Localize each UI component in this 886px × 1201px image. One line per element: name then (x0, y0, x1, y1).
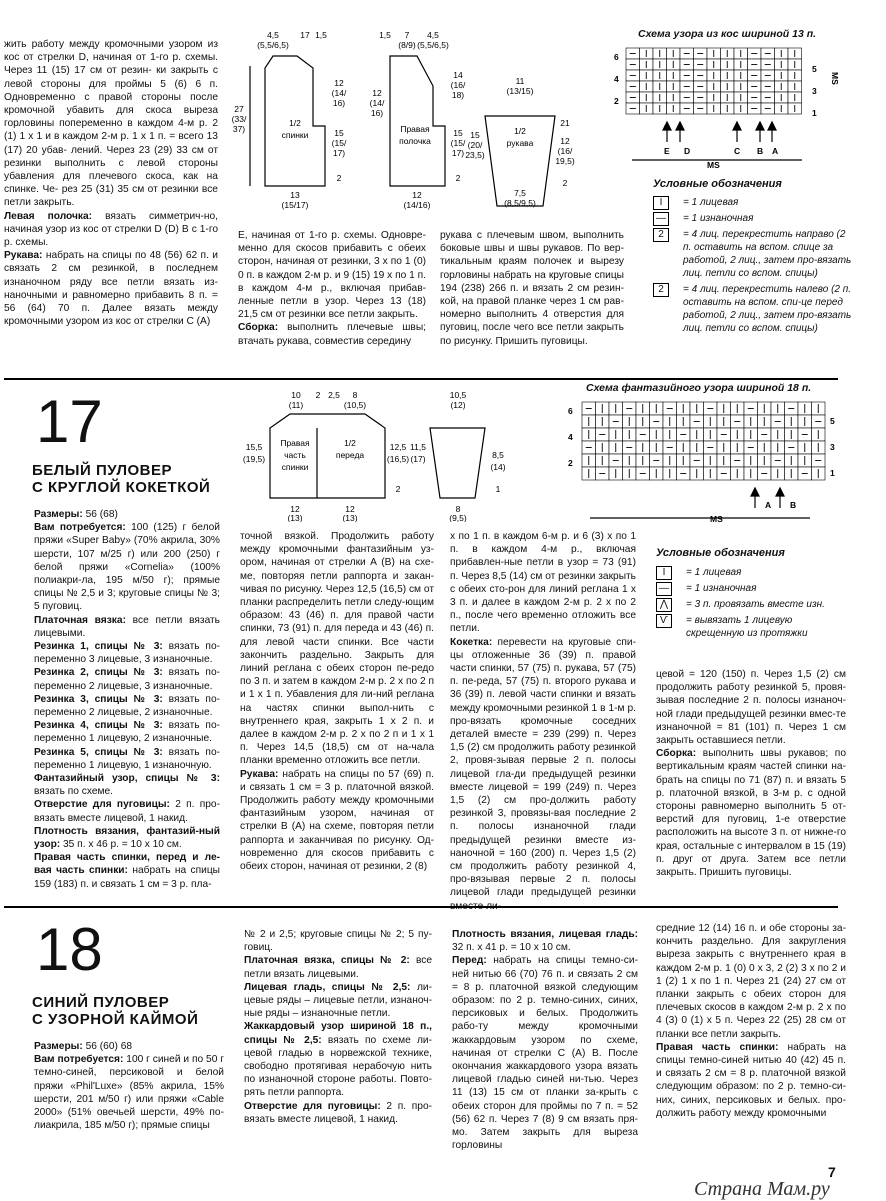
svg-text:15,5: 15,5 (245, 442, 263, 452)
svg-text:(14/: (14/ (331, 88, 347, 98)
paragraph-text: вязать по-переменно 1 лицевую, 2 изнаночные. (34, 720, 220, 745)
section17-legend-title: Условные обозначения (656, 547, 785, 559)
paragraph-text: все петли вязать лицевыми. (244, 955, 433, 980)
svg-text:10,5: 10,5 (449, 390, 467, 400)
col1-top (4, 38, 218, 328)
svg-text:MS: MS (710, 514, 723, 524)
cable-left-symbol-icon: 2 (653, 283, 669, 297)
paragraph-text: все петли вязать лицевыми. (34, 614, 220, 639)
col2-top (238, 229, 426, 348)
svg-text:1/2: 1/2 (344, 438, 356, 448)
svg-text:7,5: 7,5 (514, 188, 526, 198)
decrease-symbol-icon: ⋀ (656, 598, 672, 612)
section17-col1 (34, 508, 220, 891)
svg-text:1,5: 1,5 (379, 30, 391, 40)
paragraph-text: вязать по-переменно 3 лицевые, 3 изнаночные. (34, 641, 220, 666)
svg-text:(15/: (15/ (450, 138, 466, 148)
svg-text:1: 1 (495, 484, 501, 494)
section17-diagram (240, 388, 510, 522)
section17-legend (656, 566, 846, 643)
svg-text:14: 14 (453, 70, 463, 80)
paragraph-text: набрать на спицы 159 (183) п. и связать 1 см = 3 р. пла- (34, 865, 220, 890)
paragraph (34, 798, 220, 824)
svg-text:(15/17): (15/17) (281, 200, 309, 210)
svg-text:5: 5 (812, 64, 817, 74)
paragraph-lead: Плотность вязания, фантазий-ный узор: (34, 825, 220, 851)
svg-text:7: 7 (404, 30, 410, 40)
svg-text:(16/: (16/ (450, 80, 466, 90)
pattern13-legend-title: Условные обозначения (653, 178, 782, 190)
paragraph (452, 928, 638, 954)
svg-text:A: A (772, 146, 779, 156)
col1-top-p2: Левая полочка: вязать симметрич-но, начиная узор из кос от стрелки D (D) B с 1-го р. схемы. (4, 210, 218, 249)
svg-text:(8,5/9,5): (8,5/9,5) (504, 198, 536, 208)
paragraph-lead: Правая часть спинки, перед и ле-вая часть спинки: (34, 852, 220, 877)
paragraph (34, 521, 220, 613)
svg-text:15: 15 (334, 128, 344, 138)
svg-text:(17): (17) (410, 454, 426, 464)
section18-col4-p1: средние 12 (14) 16 п. и обе стороны за-кончить раздельно. Для закругления выреза закрыть с внутреннего края в каждом 2-м р. 1 (0) 0 х 3, 2 (2) 3 х по 2 и 1 (2) 1 х по 1 п. Через 21 (24) 27 см от планки закрыть с обеих сторон для плечевых скосов в каждом 2-м р. 2 х по 4 (3) 0 (1) х 5 п. Через 22 (25) 28 см от планки все петли закрыть. (656, 923, 846, 1040)
knit-symbol-icon: I (653, 196, 669, 210)
section18-col3 (452, 928, 638, 1152)
paragraph-text: вязать по схеме. (34, 786, 113, 798)
svg-text:2: 2 (336, 173, 342, 183)
col1-top-line: схемы. Через 11 (15) 17 см от резин- (4, 52, 218, 77)
svg-text:(8/9): (8/9) (398, 40, 416, 50)
col1-top-line: 5 (6) 6 п. Одновременно с правой (4, 78, 218, 103)
svg-text:27: 27 (234, 104, 244, 114)
svg-text:10: 10 (291, 390, 301, 400)
paragraph-lead: Размеры: (34, 509, 83, 520)
svg-text:1/2: 1/2 (289, 118, 301, 128)
legend-item: — = 1 изнаночная (653, 212, 853, 225)
page-number: 7 (828, 1164, 836, 1180)
paragraph-text: № 2 и 2,5; круговые спицы № 2; 5 пу-говиц. (244, 929, 432, 954)
svg-text:2: 2 (315, 390, 321, 400)
paragraph-lead: Лицевая гладь, спицы № 2,5: (244, 981, 411, 993)
paragraph (34, 851, 220, 891)
svg-text:рукава: рукава (506, 138, 534, 148)
svg-text:(13): (13) (342, 513, 358, 522)
svg-text:Правая: Правая (280, 438, 310, 448)
section17-col3-p1: х по 1 п. в каждом 6-м р. и 6 (3) х по 1 п. в каждом 4-м р., включая прибавлен-ные петли в узор = 73 (91) п. Через 8,5 (14) см от резинки закрыть с обеих сто-рон для линий реглана 1 х 3 п. и далее в каждом 2-м р. 2 х по 2 п., после чего временно отложить все петли. (450, 531, 636, 635)
cable-right-symbol-icon: 2 (653, 228, 669, 242)
svg-text:13: 13 (290, 190, 300, 200)
svg-text:3: 3 (812, 86, 817, 96)
paragraph (34, 693, 220, 719)
svg-text:C: C (734, 146, 741, 156)
svg-text:полочка: полочка (399, 136, 431, 146)
paragraph (34, 1040, 224, 1053)
svg-text:12: 12 (412, 190, 422, 200)
svg-text:12: 12 (290, 504, 300, 514)
section17-col4-p2: Сборка: выполнить швы рукавов; по вертикальным краям частей спинки на-брать на спицы по 71 (87) п. и вязать 5 р. платочной вязкой, в 3-м р. с одной стороны равномерно выполнить 5 от-верстий для пуговиц, 1-е отверстие расположить на высоте 3 п. от нижне-го края, остальные с интервалом в 15 (19) п. друг от друга. Затем все петли закрыть. Пришить пуговицы. (656, 748, 846, 879)
section17-number: 17 (36, 388, 103, 455)
svg-text:18): 18) (451, 90, 465, 100)
svg-text:(13/15): (13/15) (506, 86, 534, 96)
section17-col3 (450, 530, 636, 913)
paragraph-text: 32 п. х 41 р. = 10 х 10 см. (452, 942, 571, 954)
col2-top-p1: Е, начиная от 1-го р. схемы. Одновре-менно для скосов прибавить с обеих сторон, начиная от резинки, 3 х по 1 (0) 0 п. в каждом 2-м р. и 9 (15) 19 х по 1 п. в каждом 4-м р., включая прибав-ленные петли в узор. Через 13 (18) 21,5 см от резинки все петли закрыть. (238, 230, 426, 321)
col1-top-line: выполнить с левой стороны убавления (4, 157, 218, 183)
svg-text:E: E (664, 146, 670, 156)
section18-col1 (34, 1040, 224, 1132)
svg-text:17: 17 (300, 30, 310, 40)
paragraph-lead: Отверстие для пуговицы: (244, 1100, 381, 1112)
col1-top-line: лений. Через 23 (29) 33 см от резинки (4, 144, 218, 169)
svg-text:(14/16): (14/16) (403, 200, 431, 210)
section17-col3-p2: Кокетка: перевести на круговые спи-цы отложенные 36 (39) п. правой части спинки, 57 (75) п. рукава, 57 (75) п. пе-реда, 57 (75) п. второго рукава и 36 (39) п. левой части спинки и вязать между кромочными резинкой 1 в 1-м р. про-вязать кромочные соседних деталей вместе = 239 (299) п. Через 1,5 (2) см продолжить работу резинкой 2, провя-зывая первые 2 п. полосы лицевой гла-ди предыдущей резинки вместе лицевой = 199 (249) п. Через 1,5 (2) см про-должить работу резинкой 3, провязы-вая последние 2 п. полосы изнаночной глади предыдущей резинки вместе из-наночной = 160 (200) п. Через 1,5 (2) см продолжить работу резинкой 4, про-вязывая первые 2 п. полосы лицевой глади предыдущей резинки (450, 636, 636, 899)
svg-text:4,5: 4,5 (427, 30, 439, 40)
svg-text:12: 12 (345, 504, 355, 514)
paragraph-text: 56 (68) (82, 509, 118, 520)
pattern13-chart (612, 42, 844, 172)
paragraph-lead: Фантазийный узор, спицы № 3: (34, 773, 220, 785)
svg-text:(19,5): (19,5) (242, 454, 266, 464)
svg-text:D: D (684, 146, 691, 156)
paragraph-text: 56 (60) 68 (82, 1041, 133, 1052)
svg-text:12: 12 (560, 136, 570, 146)
paragraph-text: 35 п. х 46 р. = 10 х 10 см. (60, 839, 182, 851)
svg-text:11,5: 11,5 (410, 442, 426, 452)
svg-text:2,5: 2,5 (328, 390, 340, 400)
svg-text:2: 2 (455, 173, 461, 183)
svg-text:спинки: спинки (281, 130, 309, 140)
section18-title-line1: СИНИЙ ПУЛОВЕР (32, 994, 170, 1011)
svg-text:(16/: (16/ (557, 146, 573, 156)
svg-text:A: A (765, 500, 772, 510)
paragraph (244, 954, 432, 980)
top-pattern-diagrams (225, 26, 585, 216)
svg-text:8: 8 (455, 504, 461, 514)
pattern13-legend (653, 196, 853, 338)
section17-col4 (656, 668, 846, 879)
svg-text:3: 3 (830, 442, 835, 452)
legend-item: 2 = 4 лиц. перекрестить направо (2 п. оставить на вспом. спице за работой, 2 лиц., затем про-вязать лиц. петли со вспом. спицы) (653, 228, 853, 280)
paragraph (34, 614, 220, 640)
twisted-stitch-symbol-icon: Ѵ (656, 614, 672, 628)
paragraph-text: набрать на спицы темно-си-ней нитью 66 (70) 76 п. и связать 2 см = 8 р. платочной вязкой следующим образом: по 2 р. темно-синих, синих, персиковых и белых. Продолжить рабо-ту между кромочными жаккардовым узором по схеме, начиная от стрелки С (А) В. После окончания жаккардового узора вязать лицевой гладью синей ни-тью. Через 11 (13) 15 см от планки за-крыть с обеих сторон для проймы по 7 п. = 52 (56) 62 п. Через 7 (8) 9 см вязать пря-мо. Затем закрыть для выреза горловины (452, 955, 638, 1152)
section17-schema-title: Схема фантазийного узора шириной 18 п. (586, 382, 812, 394)
paragraph (34, 719, 220, 745)
paragraph-lead: Вам потребуется: (34, 1054, 124, 1066)
col1-top-line: скоса выреза горловины попеременно (4, 105, 218, 130)
svg-text:1: 1 (830, 468, 835, 478)
svg-text:19,5): 19,5) (555, 156, 575, 166)
section18-col4-p2: Правая часть спинки: набрать на спицы темно-синей нитью 40 (42) 45 п. и связать 2 см = 8 р. платочной вязкой следующим образом: по 2 р. темно-си-них, синих, персиковых и белых. про-должить работу между кромочными (656, 1041, 846, 1119)
legend-item: I = 1 лицевая (656, 566, 846, 579)
legend-item: I = 1 лицевая (653, 196, 853, 209)
section17-col4-p1: цевой = 120 (150) п. Через 1,5 (2) см продолжить работу резинкой 5, провя-зывая последние 2 п. полосы изнаноч-ной глади предыдущей резинки вмес-те изнаночной = 81 (101) п. Через 1 см закрыть оставшиеся петли. (656, 669, 846, 747)
svg-text:(13): (13) (287, 513, 303, 522)
paragraph-text: вязать по-переменно 2 лицевые, 2 изнаночные. (34, 693, 220, 719)
svg-text:(12): (12) (450, 400, 466, 410)
svg-text:4: 4 (614, 74, 619, 84)
paragraph (34, 746, 220, 772)
svg-text:B: B (790, 500, 797, 510)
watermark-logo: Страна Мам.ру (694, 1178, 830, 1200)
col1-top-p1 (4, 38, 218, 210)
paragraph-text: ли-цевые ряды – лицевые петли, изнаноч-ные ряды – изнаночные петли. (244, 981, 432, 1020)
paragraph (244, 928, 432, 954)
paragraph-lead: Размеры: (34, 1041, 83, 1052)
paragraph-lead: Отверстие для пуговицы: (34, 799, 170, 811)
paragraph (34, 666, 220, 692)
legend-item: Ѵ = вывязать 1 лицевую скрещенную из протяжки (656, 614, 846, 640)
svg-text:Правая: Правая (400, 124, 430, 134)
svg-text:спинки: спинки (281, 462, 309, 472)
col1-top-line: из кос от стрелки D, начиная от 1-го р. (4, 39, 218, 64)
section17-title-line1: БЕЛЫЙ ПУЛОВЕР (32, 462, 173, 479)
svg-text:15: 15 (470, 130, 480, 140)
paragraph (34, 825, 220, 851)
col3-top (440, 229, 624, 348)
svg-text:16): 16) (370, 108, 384, 118)
paragraph-text: вязать по-переменно 2 лицевые, 3 изнаночные. (34, 667, 220, 692)
section17-col2 (240, 530, 434, 873)
paragraph-lead: Платочная вязка, спицы № 2: (244, 955, 410, 967)
paragraph (34, 772, 220, 798)
col1-top-line: ки закрыть с левой стороны для проймы (4, 65, 218, 90)
svg-text:5: 5 (830, 416, 835, 426)
purl-symbol-icon: — (656, 582, 672, 596)
paragraph-text: 100 г синей и по 50 г темно-синей, персиковой и белой пряжи «Phil'Luxe» (85% акрила, 15% шерсти, 201 м/50 г) или пряжи «Cable 2000» (51% овечьей шерсти, 49% по-лиакрила, 185 м/50 г); прямые спицы (34, 1054, 224, 1132)
section18-number: 18 (36, 916, 103, 983)
paragraph-lead: Платочная вязка: (34, 614, 126, 626)
svg-text:(14): (14) (490, 462, 506, 472)
svg-text:37): 37) (232, 124, 246, 134)
svg-text:(9,5): (9,5) (449, 513, 467, 522)
svg-text:2: 2 (568, 458, 573, 468)
section-divider (4, 378, 838, 380)
section17-schema-chart (560, 396, 850, 530)
svg-text:21: 21 (560, 118, 570, 128)
col3-top-p1: рукава с плечевым швом, выполнить боковые швы и швы рукавов. По вер-тикальным краям полочек и вырезу горловины набрать на круговые спицы 194 (238) 266 п. и вязать 2 см резин-кой, на правой планке через 1 см рав-номерно выполнить 4 отверстия для пуговиц, после чего все петли закрыть по рисунку. Пришить пуговицы. (440, 230, 624, 347)
svg-text:6: 6 (614, 52, 619, 62)
paragraph (244, 1020, 432, 1099)
section17-col2-p1: точной вязкой. Продолжить работу между кромочными фантазийным уз-ором, начиная от стрелки А (В) на схе-ме, повторяя петли раппорта и закан-чивая по рисунку. Через 12,5 (16,5) см от планки распределить петли следу-ющим образом: 43 (46) п. для правой части спинки, 73 (91) п. для переда и 43 (46) п. для левой части спинки. Все части закончить раздельно. Закрыть для линий реглана с обеих сторон пе-редо по 3 п. и затем в каждом 2-м р. 2 х по 2 п и 1 х 1 п. Убавления для ли-ний реглана на частях спинки выпол-нить с внутреннего края, закрыть 1 х 2 п. и далее в каждом 2-м р. 2 х по 2 п и 1 х 1 п. Через 14,5 (18,5) см от на-чала планки временно отложить все петли. (240, 531, 434, 767)
svg-text:23,5): 23,5) (465, 150, 485, 160)
paragraph-text: вязать по-переменно 1 лицевую, 1 изнаночную. (34, 746, 220, 771)
svg-text:4,5: 4,5 (267, 30, 279, 40)
svg-text:8: 8 (352, 390, 358, 400)
svg-text:1: 1 (812, 108, 817, 118)
svg-text:переда: переда (335, 450, 365, 460)
paragraph-lead: Резинка 5, спицы № 3: (34, 746, 163, 758)
svg-text:6: 6 (568, 406, 573, 416)
svg-text:12: 12 (372, 88, 382, 98)
section18-title-line2: С УЗОРНОЙ КАЙМОЙ (32, 1011, 199, 1028)
svg-text:(20/: (20/ (467, 140, 483, 150)
svg-text:17): 17) (451, 148, 465, 158)
paragraph-lead: Перед: (452, 955, 487, 967)
paragraph-lead: Вам потребуется: (34, 522, 126, 534)
paragraph (452, 954, 638, 1152)
svg-text:(5,5/6,5): (5,5/6,5) (257, 40, 289, 50)
svg-text:12: 12 (334, 78, 344, 88)
paragraph-text: 2 п. про-вязать вместе лицевой, 1 накид. (244, 1100, 433, 1125)
svg-text:MS: MS (830, 72, 840, 85)
paragraph (34, 640, 220, 666)
svg-text:(5,5/6,5): (5,5/6,5) (417, 40, 449, 50)
section17-title-line2: С КРУГЛОЙ КОКЕТКОЙ (32, 479, 211, 496)
svg-text:17): 17) (332, 148, 346, 158)
svg-text:(10,5): (10,5) (343, 400, 367, 410)
svg-text:часть: часть (284, 450, 306, 460)
legend-item: — = 1 изнаночная (656, 582, 846, 595)
svg-text:(11): (11) (288, 400, 304, 410)
paragraph-text: 100 (125) г белой пряжи «Super Baby» (70% акрила, 30% шерсти, 107 м/25 г) или 200 (250) г белой пряжи «Cornelia» (100% полиакри-ла, 195 м/50 г); прямые спицы № 2,5 и 3; круговые спицы № 3; 5 пуговиц. (34, 522, 220, 613)
svg-text:(15/: (15/ (331, 138, 347, 148)
col1-top-line: рез 25 (31) 35 см от резинки все петли (4, 184, 218, 209)
paragraph-lead: Резинка 4, спицы № 3: (34, 720, 163, 732)
svg-text:(16,5): (16,5) (386, 454, 410, 464)
svg-text:(14/: (14/ (369, 98, 385, 108)
paragraph (244, 1100, 432, 1126)
svg-text:1,5: 1,5 (315, 30, 327, 40)
col1-top-p3: Рукава: набрать на спицы по 48 (56) 62 п. и связать 2 см резинкой, в последнем изнаночном ряду все петли вязать из-наночными и равномерно прибавить 8 п. = 56 (64) 70 п. Далее вязать между кромочными узором из кос от стрелки С (А) (4, 250, 218, 328)
legend-item: 2 = 4 лиц. перекрестить налево (2 п. оставить на вспом. спи-це перед работой, 2 лиц., затем про-вязать лиц. петли со вспом. спицы) (653, 283, 853, 335)
paragraph (34, 1053, 224, 1132)
paragraph-lead: Резинка 3, спицы № 3: (34, 693, 163, 705)
paragraph-lead: Плотность вязания, лицевая гладь: (452, 929, 638, 940)
paragraph-text: 2 п. про-вязать вместе лицевой, 1 накид. (34, 799, 220, 824)
svg-text:15: 15 (453, 128, 463, 138)
paragraph-lead: Резинка 1, спицы № 3: (34, 641, 163, 653)
paragraph (244, 981, 432, 1021)
legend-item: ⋀ = 3 п. провязать вместе изн. (656, 598, 846, 611)
svg-text:B: B (757, 146, 764, 156)
svg-text:2: 2 (562, 178, 568, 188)
paragraph-text: вязать по схеме ли-цевой гладью в норвежской технике, свободно протягивая нерабочую нить по изнаночной стороне работы. Повто-рять петли раппорта. (244, 1034, 432, 1099)
paragraph-lead: Резинка 2, спицы № 3: (34, 667, 163, 679)
paragraph (34, 508, 220, 521)
svg-text:12,5: 12,5 (389, 442, 407, 452)
svg-text:MS: MS (707, 160, 720, 170)
col2-top-p2: Сборка: выполнить плечевые швы; втачать рукава, совместив середину (238, 322, 426, 347)
col1-top-line: жить работу между кромочными узором (4, 39, 208, 50)
section18-col4 (656, 922, 846, 1120)
section18-col2 (244, 928, 432, 1126)
paragraph-lead: Жаккардовый узор шириной 18 п., спицы № 2,5: (244, 1021, 432, 1046)
svg-text:4: 4 (568, 432, 573, 442)
pattern13-title: Схема узора из кос шириной 13 п. (638, 28, 817, 40)
purl-symbol-icon: — (653, 212, 669, 226)
col1-top-line: 2-м р. 1 х 1 п. = всего 13 (17) 20 убав- (4, 131, 218, 156)
section-divider (4, 906, 838, 908)
svg-text:(33/: (33/ (231, 114, 247, 124)
svg-text:16): 16) (332, 98, 346, 108)
col1-top-line: в каждом 4-м р. 2 (1) 1 х 1 и в каждом (4, 118, 218, 143)
svg-text:1/2: 1/2 (514, 126, 526, 136)
svg-text:11: 11 (515, 76, 525, 86)
section17-col2-p2: Рукава: набрать на спицы по 57 (69) п. и связать 1 см = 3 р. платочной вязкой. Продолжить работу между кромочными фантазийным узором, начиная от стрелки В (А) на схеме, повторяя петли раппорта и заканчивая по рисунку. Од-новременно для скосов прибавить с обеих сторон, начиная от резинки, 2 (8) (240, 768, 434, 873)
col1-top-line: стороны после кромочной убавить для (4, 91, 218, 117)
svg-text:2: 2 (395, 484, 401, 494)
col1-top-line: для плечевого скоса, как на спинке. Че- (4, 171, 218, 196)
svg-text:8,5: 8,5 (492, 450, 504, 460)
svg-text:2: 2 (614, 96, 619, 106)
col1-top-line: закрыть. (33, 197, 75, 209)
knit-symbol-icon: I (656, 566, 672, 580)
